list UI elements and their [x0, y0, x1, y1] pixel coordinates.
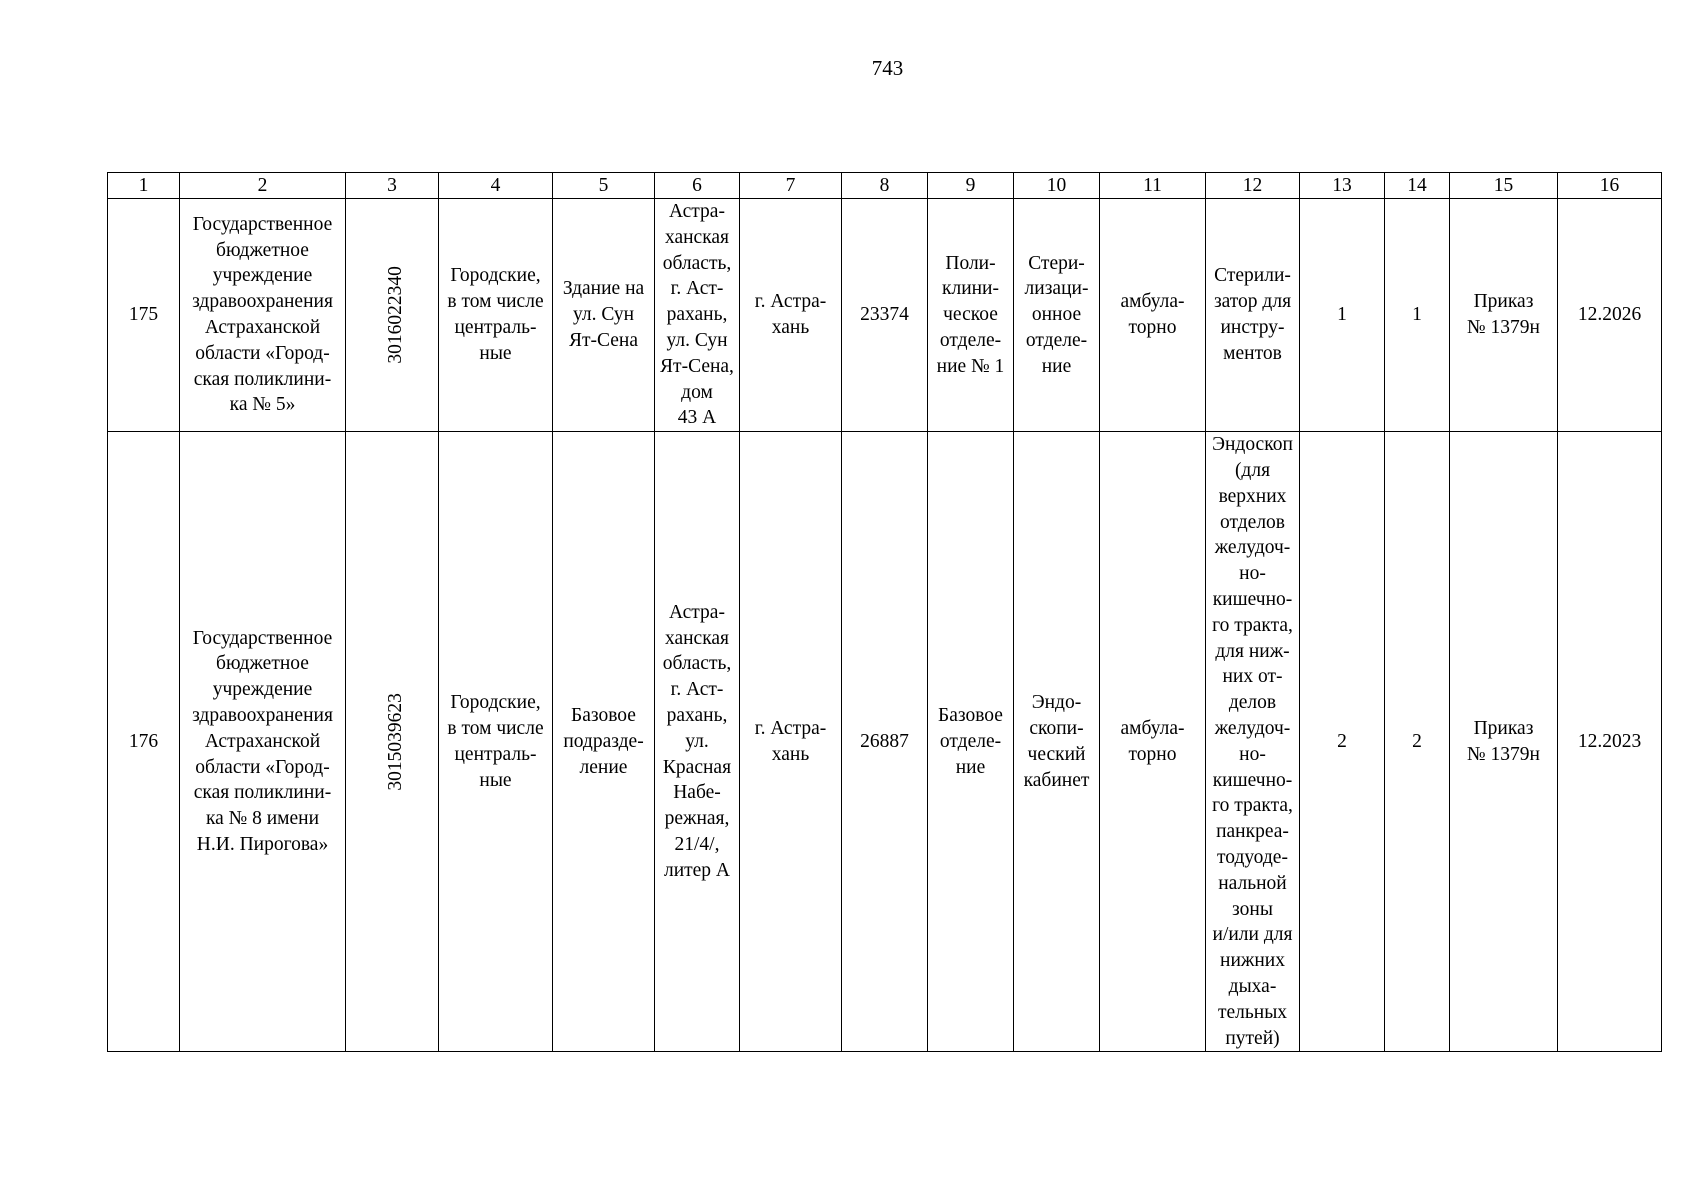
- column-number: 5: [553, 173, 655, 199]
- code: 23374: [842, 199, 928, 432]
- settlement-type: Городские, в том числе централь- ные: [439, 199, 553, 432]
- equipment-table: [107, 172, 1662, 1052]
- column-number: 10: [1014, 173, 1100, 199]
- order: Приказ № 1379н: [1450, 432, 1558, 1052]
- column-number: 3: [346, 173, 439, 199]
- column-number: 2: [180, 173, 346, 199]
- care-form: амбула- торно: [1100, 432, 1206, 1052]
- building: Базовое подразде- ление: [553, 432, 655, 1052]
- organization-name: Государственное бюджетное учреждение здравоохранения Астраханской области «Город- ская поликлини- ка № 8 имени Н.И. Пирогова»: [180, 432, 346, 1052]
- inn-code: 3016022340: [346, 199, 439, 432]
- column-number: 11: [1100, 173, 1206, 199]
- address: Астра- ханская область, г. Аст- рахань, ул. Сун Ят-Сена, дом 43 А: [655, 199, 740, 432]
- table-row: [108, 199, 1662, 432]
- date: 12.2026: [1558, 199, 1662, 432]
- building: Здание на ул. Сун Ят-Сена: [553, 199, 655, 432]
- row-number: 176: [108, 432, 180, 1052]
- column-number: 1: [108, 173, 180, 199]
- address: Астра- ханская область, г. Аст- рахань, ул. Красная Набе- режная, 21/4/, литер А: [655, 432, 740, 1052]
- locality: г. Астра- хань: [740, 199, 842, 432]
- quantity: 2: [1385, 432, 1450, 1052]
- row-number: 175: [108, 199, 180, 432]
- department: Поли- клини- ческое отделе- ние № 1: [928, 199, 1014, 432]
- quantity: 1: [1300, 199, 1385, 432]
- column-number: 16: [1558, 173, 1662, 199]
- equipment: Эндоскоп (для верхних отделов желудоч- но- кишечно- го тракта, для ниж- них от- делов желудоч- но- кишечно- го тракта, панкреа- тодуоде- нальной зоны и/или для нижних дыха- тельных путей): [1206, 432, 1300, 1052]
- table-row: [108, 432, 1662, 1052]
- quantity: 1: [1385, 199, 1450, 432]
- settlement-type: Городские, в том числе централь- ные: [439, 432, 553, 1052]
- equipment: Стерили- затор для инстру- ментов: [1206, 199, 1300, 432]
- date: 12.2023: [1558, 432, 1662, 1052]
- quantity: 2: [1300, 432, 1385, 1052]
- column-number: 8: [842, 173, 928, 199]
- unit: Эндо- скопи- ческий кабинет: [1014, 432, 1100, 1052]
- column-number: 6: [655, 173, 740, 199]
- column-number-row: [108, 173, 1662, 199]
- column-number: 12: [1206, 173, 1300, 199]
- column-number: 14: [1385, 173, 1450, 199]
- inn-code: 3015039623: [346, 432, 439, 1052]
- column-number: 7: [740, 173, 842, 199]
- locality: г. Астра- хань: [740, 432, 842, 1052]
- column-number: 9: [928, 173, 1014, 199]
- organization-name: Государственное бюджетное учреждение здравоохранения Астраханской области «Город- ская поликлини- ка № 5»: [180, 199, 346, 432]
- code: 26887: [842, 432, 928, 1052]
- department: Базовое отделе- ние: [928, 432, 1014, 1052]
- column-number: 13: [1300, 173, 1385, 199]
- order: Приказ № 1379н: [1450, 199, 1558, 432]
- column-number: 4: [439, 173, 553, 199]
- care-form: амбула- торно: [1100, 199, 1206, 432]
- unit: Стери- лизаци- онное отделе- ние: [1014, 199, 1100, 432]
- page-number: 743: [871, 56, 904, 80]
- column-number: 15: [1450, 173, 1558, 199]
